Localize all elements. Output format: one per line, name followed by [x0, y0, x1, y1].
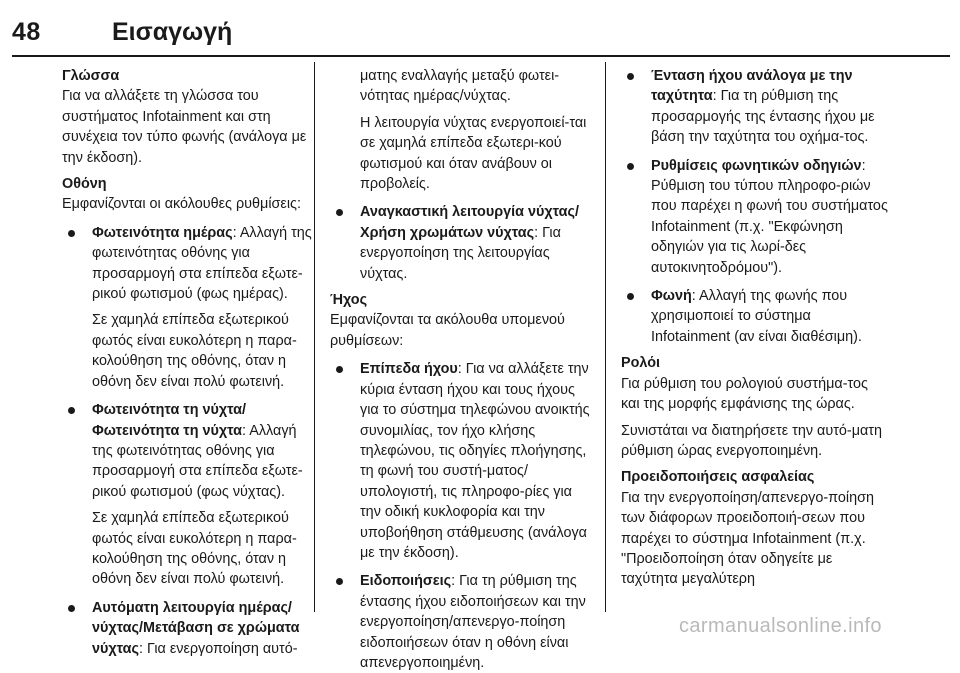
list-item — [621, 286, 889, 347]
term: Αναγκαστική λειτουργία νύχτας/ Χρήση χρωμάτων νύχτας — [360, 204, 579, 241]
list-item — [330, 202, 592, 284]
header-rule — [12, 55, 950, 57]
column-2 — [330, 66, 592, 673]
bullet-list — [330, 359, 592, 673]
term: Ειδοποιήσεις — [360, 573, 452, 590]
paragraph: Συνιστάται να διατηρήσετε την αυτό-ματη ρύθμιση ώρας ενεργοποιημένη. — [621, 422, 882, 459]
term: Φωνή — [651, 288, 692, 305]
page-number: 48 — [12, 18, 41, 46]
continued-item — [330, 66, 592, 194]
section-screen — [62, 174, 312, 659]
bullet-icon — [627, 73, 634, 80]
paragraph: Για ρύθμιση του ρολογιού συστήμα-τος και της μορφής εμφάνισης της ώρας. — [621, 375, 868, 413]
term: Ένταση ήχου ανάλογα με την ταχύτητα — [651, 68, 853, 105]
list-item — [621, 156, 889, 278]
item-note: Η λειτουργία νύχτας ενεργοποιεί-ται σε χαμηλά επίπεδα εξωτερι-κού φωτισμού και όταν ανάβουν οι προβολείς. — [360, 114, 587, 193]
column-3 — [621, 66, 889, 590]
column-divider — [314, 62, 315, 612]
item-text: : Για τη ρύθμιση της προσαρμογής της έντασης ήχου με βάση την ταχύτητα του οχήμα-τος. — [651, 88, 875, 146]
section-language — [62, 66, 312, 168]
bullet-icon — [336, 366, 343, 373]
term: Φωτεινότητα τη νύχτα/ Φωτεινότητα τη νύχτα — [92, 402, 247, 439]
list-item — [621, 66, 889, 148]
bullet-icon — [68, 230, 75, 237]
list-item — [62, 598, 312, 659]
chapter-title: Εισαγωγή — [112, 18, 233, 46]
list-item — [62, 400, 312, 590]
section-clock — [621, 353, 889, 461]
bullet-icon — [627, 163, 634, 170]
term: Φωτεινότητα ημέρας — [92, 224, 233, 241]
item-text: ματης εναλλαγής μεταξύ φωτει-νότητας ημέρας/νύχτας. — [360, 68, 560, 105]
item-text: : Αλλαγή της φωνής που χρησιμοποιεί το σύστημα Infotainment (αν είναι διαθέσιμη). — [651, 288, 862, 345]
item-text: : Για τη ρύθμιση της έντασης ήχου ειδοποιήσεων και την ενεργοποίηση/απενεργο-ποίηση ειδοποιήσεων όταν η οθόνη είναι απενεργοποιημένη. — [360, 573, 586, 671]
bullet-icon — [68, 407, 75, 414]
section-heading: Προειδοποιήσεις ασφαλείας — [621, 469, 815, 486]
watermark: carmanualsonline.info — [679, 615, 882, 637]
bullet-icon — [336, 578, 343, 585]
bullet-list — [330, 202, 592, 284]
bullet-icon — [336, 209, 343, 216]
item-note: Σε χαμηλά επίπεδα εξωτερικού φωτός είναι ευκολότερη η παρα-κολούθηση της οθόνης, όταν η οθόνη δεν είναι πολύ φωτεινή. — [92, 312, 297, 390]
list-item — [62, 223, 312, 392]
bullet-list — [621, 66, 889, 347]
item-note: Σε χαμηλά επίπεδα εξωτερικού φωτός είναι ευκολότερη η παρα-κολούθηση της οθόνης, όταν η οθόνη δεν είναι πολύ φωτεινή. — [92, 510, 297, 588]
section-heading: Γλώσσα — [62, 68, 120, 84]
item-text: : Αλλαγή της φωτεινότητας οθόνης για προσαρμογή στα επίπεδα εξωτε-ρικού φωτισμού (φως ημέρας). — [92, 224, 312, 303]
section-heading: Ρολόι — [621, 355, 661, 372]
column-divider — [605, 62, 606, 612]
section-safety-alerts — [621, 467, 889, 589]
bullet-list — [62, 223, 312, 659]
paragraph: Εμφανίζονται οι ακόλουθες ρυθμίσεις: — [62, 196, 301, 213]
list-item — [330, 571, 592, 673]
term: Ρυθμίσεις φωνητικών οδηγιών — [651, 157, 862, 174]
bullet-icon — [627, 293, 634, 300]
paragraph: Για να αλλάξετε τη γλώσσα του συστήματος Infotainment και στη συνέχεια τον τύπο φωνής (ανάλογα με την έκδοση). — [62, 88, 307, 166]
item-text: : Για ενεργοποίηση αυτό- — [139, 640, 298, 657]
bullet-icon — [68, 605, 75, 612]
item-text: : Αλλαγή της φωτεινότητας οθόνης για προσαρμογή στα επίπεδα εξωτε-ρικού φωτισμού (φως νύχτας). — [92, 422, 303, 500]
item-text: : Για να αλλάξετε την κύρια ένταση ήχου και τους ήχους για το σύστημα τηλεφώνου ανοικτής συνομιλίας, τον ήχο κλήσης τηλεφώνου, τις οδηγίες πλοήγησης, τη φωνή του συστή-ματος/υπολογιστή, τις πληροφο-ρίες για την οδική κυκλοφορία και την υποβοήθηση στάθμευσης (ανάλογα με την έκδοση). — [360, 361, 590, 561]
term: Αυτόματη λειτουργία ημέρας/ νύχτας/Μετάβαση σε χρώματα νύχτας — [92, 599, 300, 657]
term: Επίπεδα ήχου — [360, 361, 458, 378]
section-heading: Ήχος — [330, 292, 368, 309]
page-header — [0, 0, 960, 60]
paragraph: Εμφανίζονται τα ακόλουθα υπομενού ρυθμίσεων: — [330, 312, 565, 349]
paragraph: Για την ενεργοποίηση/απενεργο-ποίηση των διάφορων προειδοποιή-σεων που παρέχει το σύστημα Infotainment (π.χ. "Προειδοποίηση όταν οδηγείτε με ταχύτητα μεγαλύτερη — [621, 489, 874, 588]
item-text: : Ρύθμιση του τύπου πληροφο-ριών που παρέχει η φωνή του συστήματος Infotainment (π.χ. "Εκφώνηση οδηγιών για τις λωρί-δες αυτοκινητοδρόμου"). — [651, 157, 888, 276]
list-item — [330, 359, 592, 563]
section-sound — [330, 290, 592, 673]
section-heading: Οθόνη — [62, 176, 107, 193]
column-1 — [62, 66, 312, 659]
item-text: : Για ενεργοποίηση της λειτουργίας νύχτας. — [360, 224, 561, 282]
